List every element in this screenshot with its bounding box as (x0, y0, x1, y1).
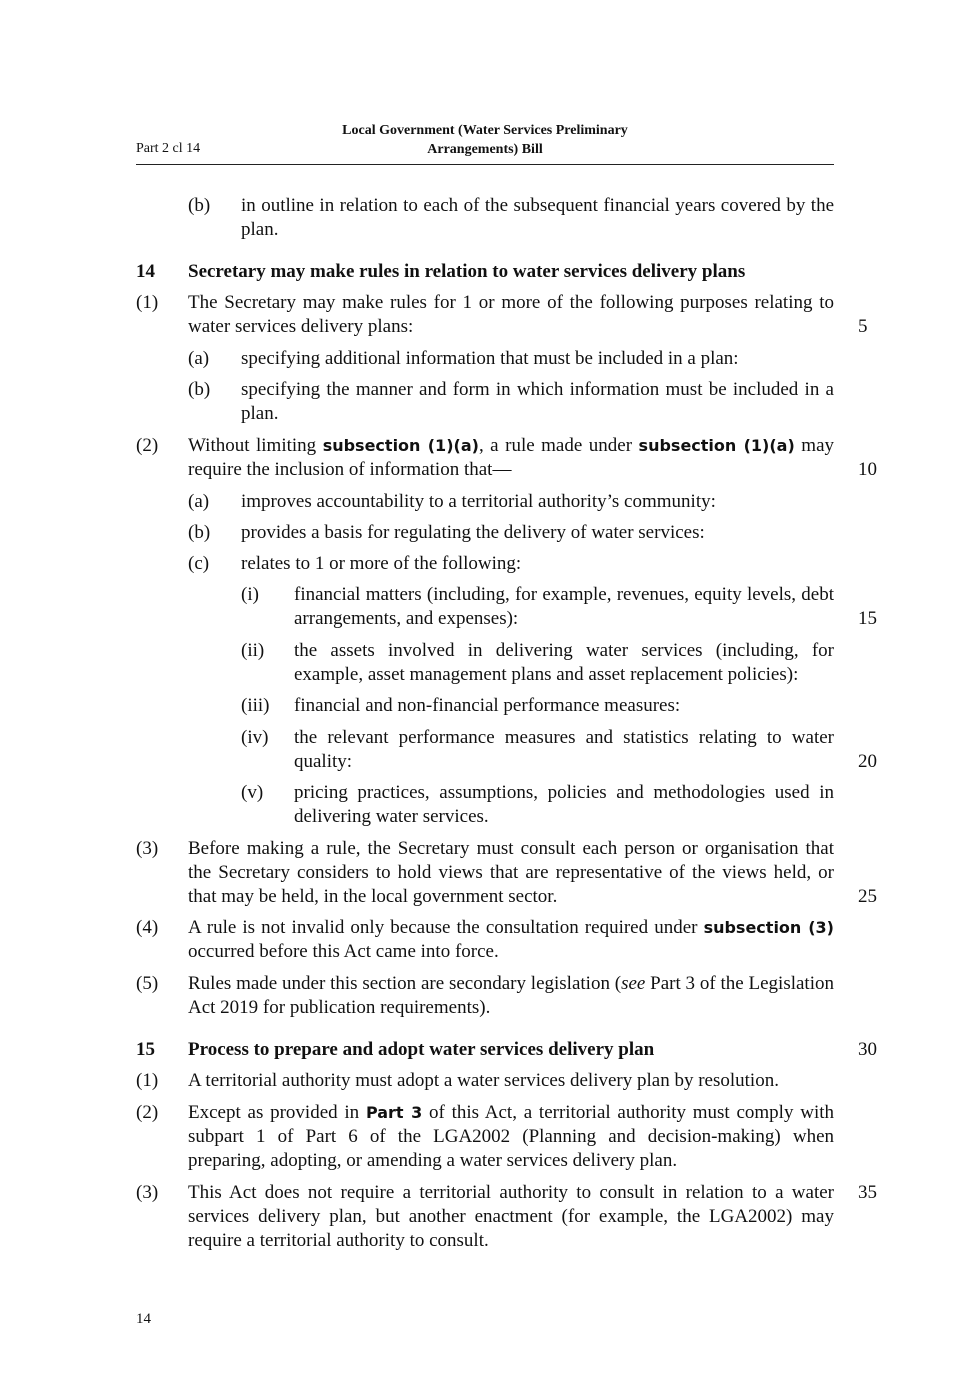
section-15-number: 15 (136, 1039, 155, 1060)
s14-sub4-text-part: occurred before this Act came into force. (188, 941, 499, 962)
s14-sub4-label: (4) (136, 917, 159, 938)
s15-sub2-text (188, 1101, 834, 1173)
s14-sub2-b-text: provides a basis for regulating the delivery of water services: (241, 522, 705, 543)
s14-sub1-a-label: (a) (188, 348, 210, 369)
s15-sub2-text-part: Except as provided in (188, 1102, 366, 1123)
s15-sub1-label: (1) (136, 1070, 159, 1091)
header-bill-title (300, 121, 670, 159)
s14-sub4-text (188, 916, 834, 964)
s14-sub2-iv-text: the relevant performance measures and statistics relating to water quality: (294, 727, 834, 772)
cross-reference-link[interactable]: subsection (1)(a) (322, 436, 479, 455)
line-number: 20 (858, 751, 877, 772)
s14-sub1-text: The Secretary may make rules for 1 or more of the following purposes relating to water services delivery plans: (188, 292, 834, 337)
section-14-number: 14 (136, 261, 155, 282)
s14-sub4-text-part: A rule is not invalid only because the consultation required under (188, 917, 704, 938)
s14-sub2-text-part: , a rule made under (478, 435, 639, 456)
header-rule (136, 164, 834, 165)
section-14-heading: Secretary may make rules in relation to water services delivery plans (188, 261, 746, 282)
line-number: 5 (858, 316, 868, 337)
s14-sub2-ii-label: (ii) (241, 640, 265, 661)
s15-sub1-text: A territorial authority must adopt a water services delivery plan by resolution. (188, 1070, 779, 1091)
s15-sub3-label: (3) (136, 1182, 159, 1203)
cross-reference-link[interactable]: subsection (1)(a) (638, 436, 795, 455)
s14-sub2-text-part: Without limiting (188, 435, 323, 456)
s15-sub2-label: (2) (136, 1102, 159, 1123)
s14-sub2-iii-label: (iii) (241, 695, 270, 716)
s14-sub5-text-part: Rules made under this section are secondary legislation ( (188, 973, 622, 994)
line-number: 10 (858, 459, 877, 480)
cross-reference-link[interactable]: Part 3 (365, 1103, 423, 1122)
carryover-text: in outline in relation to each of the subsequent financial years covered by the plan. (241, 195, 834, 240)
header-title-line-2: Arrangements) Bill (427, 142, 543, 157)
line-number: 15 (858, 608, 877, 629)
see-italic: see (621, 973, 646, 994)
s14-sub5-text (188, 972, 834, 1020)
carryover-label: (b) (188, 195, 211, 216)
s14-sub2-iv-label: (iv) (241, 727, 269, 748)
s14-sub2-a-text: improves accountability to a territorial authority’s community: (241, 491, 716, 512)
s14-sub2-i-text: financial matters (including, for example, revenues, equity levels, debt arrangements, and expenses): (294, 584, 834, 629)
s14-sub2-label: (2) (136, 435, 159, 456)
s14-sub2-text (188, 434, 834, 482)
s15-sub3-text: This Act does not require a territorial authority to consult in relation to a water services delivery plan, but another enactment (for example, the LGA2002) may require a territorial authority to consult. (188, 1182, 834, 1251)
s14-sub2-b-label: (b) (188, 522, 211, 543)
line-number: 30 (858, 1039, 877, 1060)
s14-sub2-v-text: pricing practices, assumptions, policies and methodologies used in delivering water services. (294, 782, 834, 827)
page-number: 14 (136, 1311, 151, 1327)
s14-sub3-label: (3) (136, 838, 159, 859)
s14-sub2-c-text: relates to 1 or more of the following: (241, 553, 522, 574)
s14-sub2-a-label: (a) (188, 491, 210, 512)
header-part-clause: Part 2 cl 14 (136, 141, 201, 156)
s14-sub2-c-label: (c) (188, 553, 210, 574)
s14-sub2-ii-text: the assets involved in delivering water services (including, for example, asset management plans and asset replacement policies): (294, 640, 834, 685)
line-number: 25 (858, 886, 877, 907)
s14-sub1-a-text: specifying additional information that must be included in a plan: (241, 348, 739, 369)
s14-sub5-text-part: Part 3 of the Legislation Act 2019 for publication requirements). (188, 973, 834, 1018)
line-number: 35 (858, 1182, 877, 1203)
s14-sub2-i-label: (i) (241, 584, 259, 605)
section-15-heading: Process to prepare and adopt water services delivery plan (188, 1039, 655, 1060)
s14-sub1-b-text: specifying the manner and form in which information must be included in a plan. (241, 379, 834, 424)
s14-sub1-b-label: (b) (188, 379, 211, 400)
s14-sub2-text-part: may require the inclusion of information that— (188, 435, 835, 480)
header-title-line-1: Local Government (Water Services Preliminary (342, 123, 628, 138)
cross-reference-link[interactable]: subsection (3) (703, 918, 834, 937)
s14-sub3-text: Before making a rule, the Secretary must consult each person or organisation that the Secretary considers to hold views that are representative of the views held, or that may be held, in the local government sector. (188, 838, 834, 907)
s14-sub2-v-label: (v) (241, 782, 264, 803)
s14-sub5-label: (5) (136, 973, 159, 994)
s14-sub2-iii-text: financial and non-financial performance measures: (294, 695, 681, 716)
s15-sub2-text-part: of this Act, a territorial authority must comply with subpart 1 of Part 6 of the LGA2002 (Planning and decision-making) when preparing, adopting, or amending a water services delivery plan. (188, 1102, 834, 1171)
s14-sub1-label: (1) (136, 292, 159, 313)
